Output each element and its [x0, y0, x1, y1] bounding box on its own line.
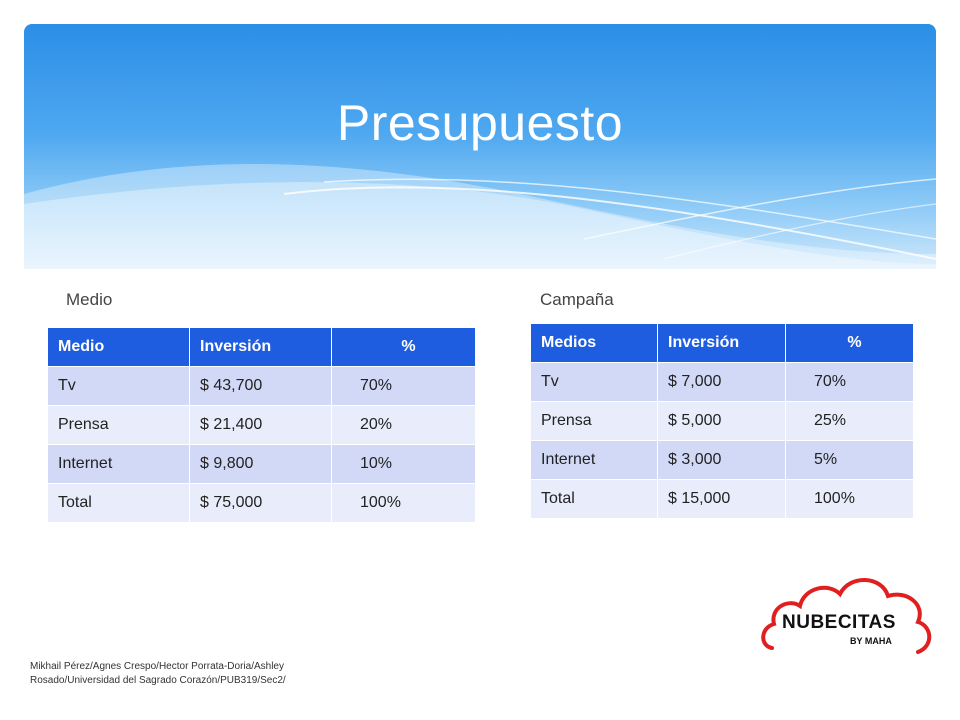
- table-row: [531, 480, 914, 519]
- logo-byline-text: BY MAHA: [850, 636, 892, 646]
- cell-medio: Prensa: [531, 402, 658, 441]
- cell-inversion: $ 21,400: [190, 406, 332, 445]
- section-label-medio: Medio: [66, 290, 113, 309]
- cell-percent: 100%: [786, 480, 914, 519]
- cell-percent: 70%: [332, 367, 476, 406]
- cell-percent: 5%: [786, 441, 914, 480]
- cell-medio: Total: [531, 480, 658, 519]
- column-header-inversion: Inversión: [658, 324, 786, 363]
- table-row: [531, 363, 914, 402]
- cell-inversion: $ 15,000: [658, 480, 786, 519]
- cell-medio: Tv: [531, 363, 658, 402]
- column-header-percent: %: [786, 324, 914, 363]
- table-row: [48, 484, 476, 523]
- cell-inversion: $ 43,700: [190, 367, 332, 406]
- budget-table-campana: [530, 323, 914, 519]
- table-header-row: [48, 328, 476, 367]
- cell-medio: Internet: [531, 441, 658, 480]
- cell-percent: 10%: [332, 445, 476, 484]
- cell-medio: Tv: [48, 367, 190, 406]
- table-row: [531, 441, 914, 480]
- table-header-row: [531, 324, 914, 363]
- table-row: [48, 367, 476, 406]
- cell-inversion: $ 9,800: [190, 445, 332, 484]
- column-header-inversion: Inversión: [190, 328, 332, 367]
- column-header-percent: %: [332, 328, 476, 367]
- footer-credits: Mikhail Pérez/Agnes Crespo/Hector Porrata-Doria/Ashley Rosado/Universidad del Sagrado Corazón/PUB319/Sec2/: [30, 661, 286, 686]
- table-row: [48, 445, 476, 484]
- cell-medio: Prensa: [48, 406, 190, 445]
- logo-brand-text: NUBECITAS: [782, 612, 896, 633]
- title-banner: [24, 24, 936, 269]
- cell-percent: 70%: [786, 363, 914, 402]
- page-title: Presupuesto: [336, 95, 624, 151]
- budget-table-medio: [47, 327, 476, 523]
- cell-percent: 25%: [786, 402, 914, 441]
- column-header-medios: Medios: [531, 324, 658, 363]
- table-row: [48, 406, 476, 445]
- cell-inversion: $ 3,000: [658, 441, 786, 480]
- cell-percent: 100%: [332, 484, 476, 523]
- cell-percent: 20%: [332, 406, 476, 445]
- cell-inversion: $ 7,000: [658, 363, 786, 402]
- cell-inversion: $ 5,000: [658, 402, 786, 441]
- cell-medio: Total: [48, 484, 190, 523]
- table-row: [531, 402, 914, 441]
- nubecitas-logo: [758, 568, 938, 668]
- column-header-medio: Medio: [48, 328, 190, 367]
- cell-inversion: $ 75,000: [190, 484, 332, 523]
- cell-medio: Internet: [48, 445, 190, 484]
- section-label-campana: Campaña: [540, 290, 614, 309]
